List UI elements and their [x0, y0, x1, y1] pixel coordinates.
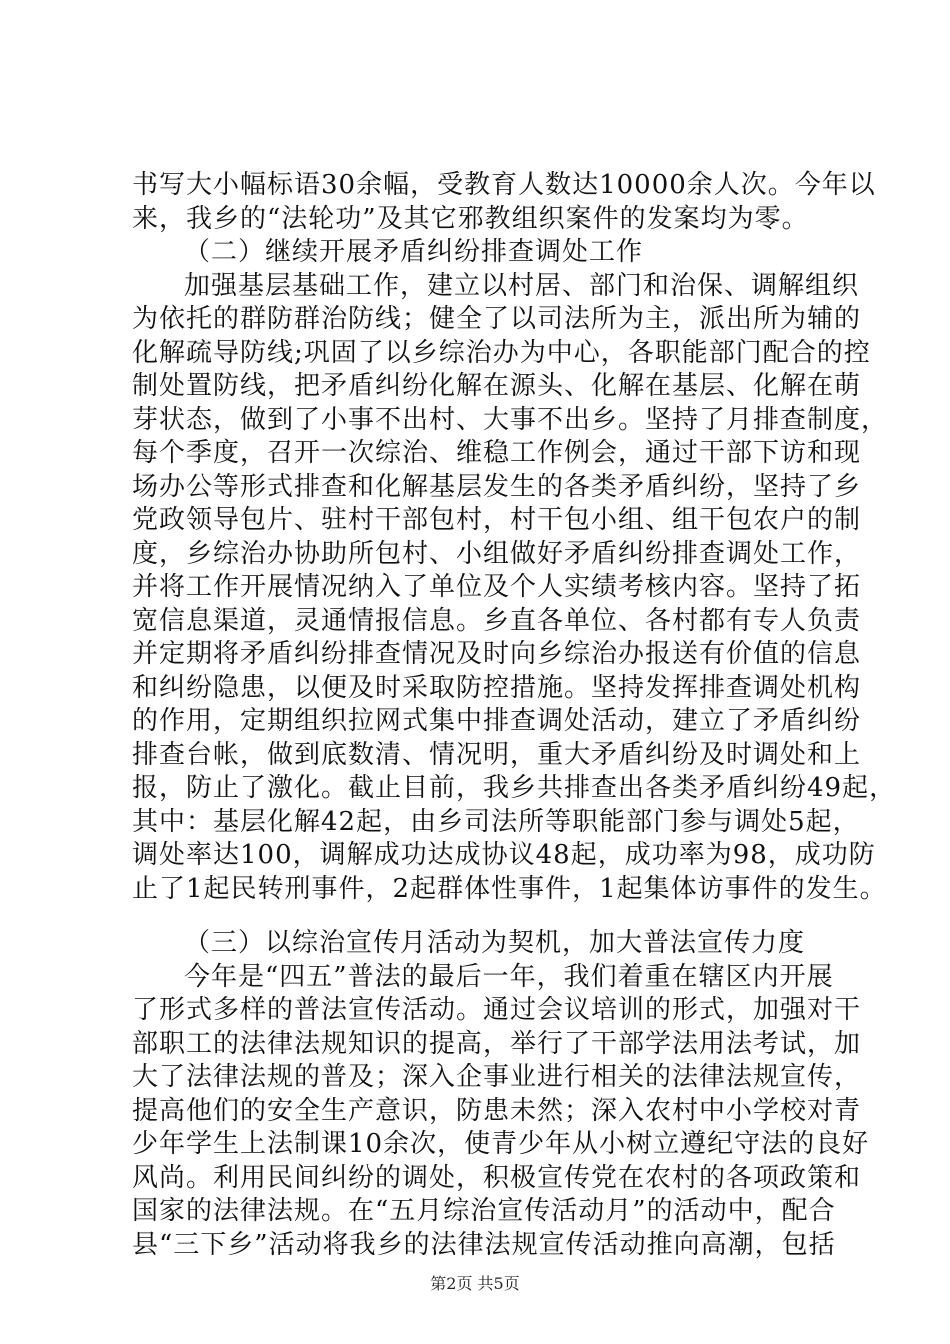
body-text-line: 提高他们的安全生产意识，防患未然；深入农村中小学校对青 [132, 1096, 862, 1126]
body-text-line: 加强基层基础工作，建立以村居、部门和治保、调解组织 [184, 271, 860, 301]
body-text-line: 了形式多样的普法宣传活动。通过会议培训的形式，加强对干 [132, 995, 862, 1025]
body-text-line: 排查台帐，做到底数清、情况明，重大矛盾纠纷及时调处和上 [132, 740, 862, 770]
body-text-line: 部职工的法律法规知识的提高，举行了干部学法用法考试，加 [132, 1029, 862, 1059]
body-text-line: 县“三下乡”活动将我乡的法律法规宣传活动推向高潮，包括 [132, 1230, 836, 1260]
body-text-line: 为依托的群防群治防线；健全了以司法所为主，派出所为辅的 [132, 304, 862, 334]
body-text-line: 并将工作开展情况纳入了单位及个人实绩考核内容。坚持了拓 [132, 572, 862, 602]
body-text-line: 来，我乡的“法轮功”及其它邪教组织案件的发案均为零。 [132, 204, 809, 234]
body-text-line: 国家的法律法规。在“五月综治宣传活动月”的活动中，配合 [132, 1196, 836, 1226]
body-text-line: 并定期将矛盾纠纷排查情况及时向乡综治办报送有价值的信息 [132, 639, 862, 669]
body-text-line: 场办公等形式排查和化解基层发生的各类矛盾纠纷，坚持了乡 [132, 472, 862, 502]
body-text-line: 和纠纷隐患，以便及时采取防控措施。坚持发挥排查调处机构 [132, 673, 862, 703]
body-text-line: 少年学生上法制课10余次，使青少年从小树立遵纪守法的良好 [132, 1129, 870, 1159]
body-text-line: 大了法律法规的普及；深入企事业进行相关的法律法规宣传， [132, 1062, 862, 1092]
page-number-footer: 第2页 共5页 [430, 1274, 520, 1293]
body-text-line: 书写大小幅标语30余幅，受教育人数达10000余人次。今年以 [132, 170, 876, 200]
body-text-line: 报，防止了激化。截止目前，我乡共排查出各类矛盾纠纷49起， [132, 773, 897, 803]
body-text-line: 止了1起民转刑事件，2起群体性事件，1起集体访事件的发生。 [132, 874, 887, 904]
body-text-line: 风尚。利用民间纠纷的调处，积极宣传党在农村的各项政策和 [132, 1163, 862, 1193]
body-text-line: 度，乡综治办协助所包村、小组做好矛盾纠纷排查调处工作， [132, 539, 862, 569]
body-text-line: 芽状态，做到了小事不出村、大事不出乡。坚持了月排查制度， [132, 405, 889, 435]
body-text-line: 化解疏导防线;巩固了以乡综治办为中心，各职能部门配合的控 [132, 338, 871, 368]
section-heading: （三）以综治宣传月活动为契机，加大普法宣传力度 [184, 928, 806, 958]
body-text-line: 党政领导包片、驻村干部包村，村干包小组、组干包农户的制 [132, 505, 862, 535]
body-text-line: 其中：基层化解42起，由乡司法所等职能部门参与调处5起， [132, 807, 860, 837]
body-text-line: 制处置防线，把矛盾纠纷化解在源头、化解在基层、化解在萌 [132, 371, 862, 401]
body-text-line: 宽信息渠道，灵通情报信息。乡直各单位、各村都有专人负责 [132, 606, 862, 636]
body-text-line: 的作用，定期组织拉网式集中排查调处活动，建立了矛盾纠纷 [132, 706, 862, 736]
body-text-line: 每个季度，召开一次综治、维稳工作例会，通过干部下访和现 [132, 438, 862, 468]
body-text-line: 调处率达100，调解成功达成协议48起，成功率为98，成功防 [132, 840, 876, 870]
section-heading: （二）继续开展矛盾纠纷排查调处工作 [184, 237, 644, 267]
body-text-line: 今年是“四五”普法的最后一年，我们着重在辖区内开展 [184, 962, 834, 992]
